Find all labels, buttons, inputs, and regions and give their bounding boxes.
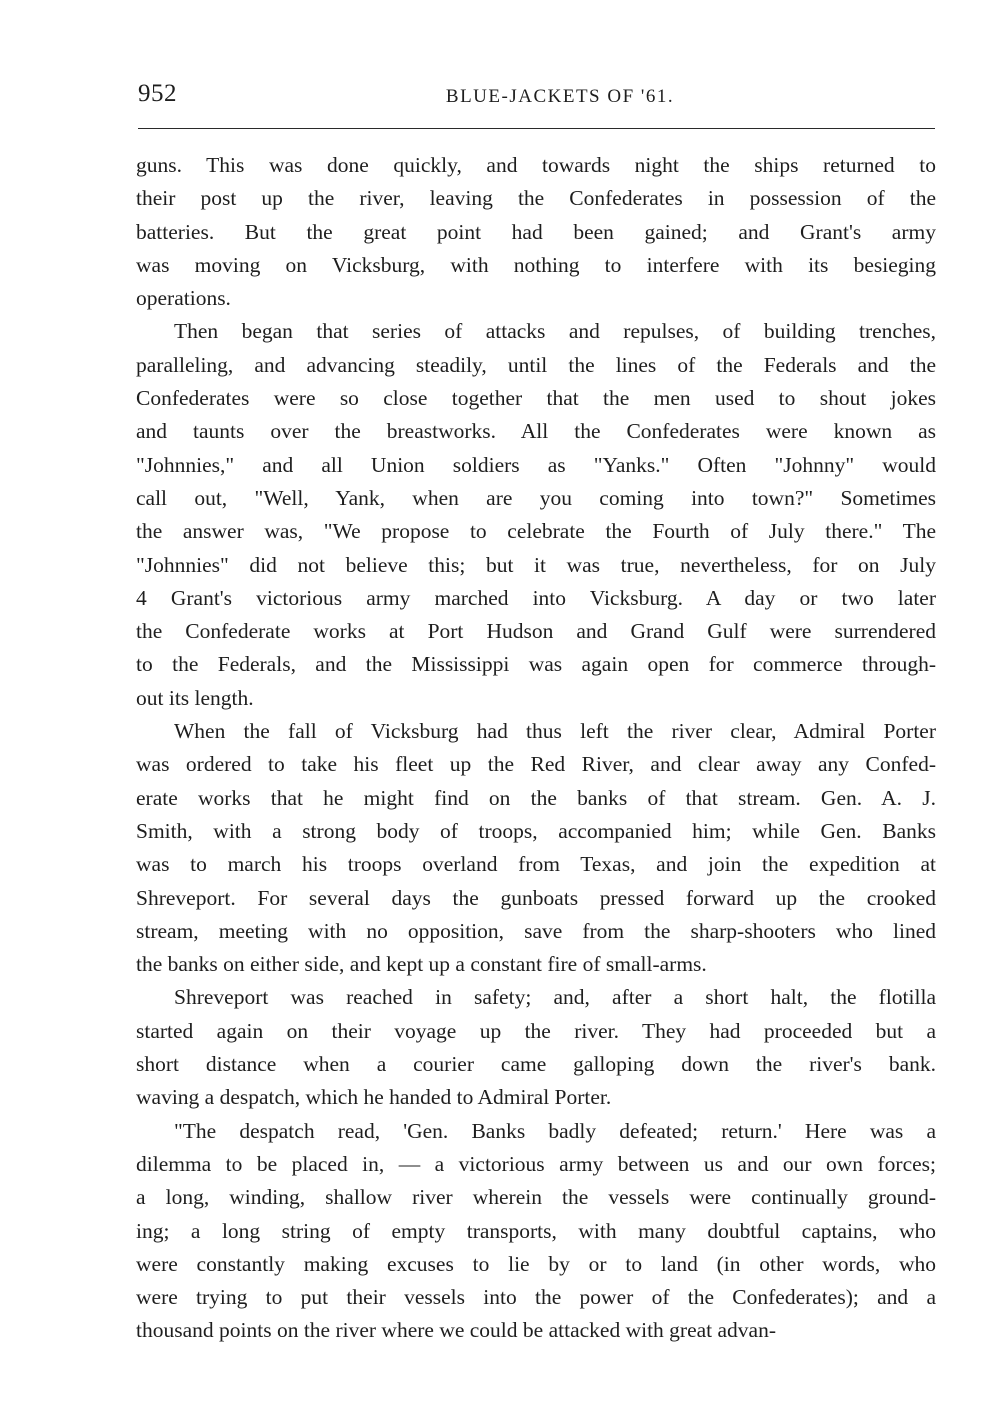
- text-line: dilemma to be placed in, — a victorious army between us and our own forces;: [136, 1151, 936, 1176]
- text-line: the banks on either side, and kept up a constant fire of small-arms.: [136, 952, 707, 977]
- text-line: erate works that he might find on the banks of that stream. Gen. A. J.: [136, 785, 936, 810]
- paragraph: [136, 315, 936, 715]
- text-line: Then began that series of attacks and repulses, of building trenches,: [174, 319, 936, 344]
- text-line: thousand points on the river where we could be attacked with great advan-: [136, 1318, 777, 1343]
- text-line: Smith, with a strong body of troops, accompanied him; while Gen. Banks: [136, 818, 936, 843]
- text-line: guns. This was done quickly, and towards night the ships returned to: [136, 153, 936, 177]
- paragraph: [136, 1115, 936, 1348]
- text-line: the Confederate works at Port Hudson and Grand Gulf were surrendered: [136, 619, 936, 644]
- paragraph: [136, 149, 936, 315]
- text-line: were trying to put their vessels into the power of the Confederates); and a: [136, 1285, 936, 1310]
- text-line: was to march his troops overland from Texas, and join the expedition at: [136, 852, 936, 877]
- paragraph: [136, 981, 936, 1114]
- text-line: Shreveport. For several days the gunboats pressed forward up the crooked: [136, 885, 936, 910]
- text-line: "Johnnies," and all Union soldiers as "Yanks." Often "Johnny" would: [136, 452, 936, 477]
- text-line: their post up the river, leaving the Confederates in possession of the: [136, 186, 936, 211]
- text-line: short distance when a courier came galloping down the river's bank.: [136, 1052, 936, 1077]
- text-line: and taunts over the breastworks. All the Confederates were known as: [136, 419, 936, 444]
- text-line: batteries. But the great point had been gained; and Grant's army: [136, 219, 936, 244]
- paragraph: [136, 715, 936, 981]
- text-line: "The despatch read, 'Gen. Banks badly defeated; return.' Here was a: [174, 1118, 936, 1143]
- text-line: started again on their voyage up the river. They had proceeded but a: [136, 1018, 936, 1043]
- text-line: out its length.: [136, 685, 254, 710]
- text-line: ing; a long string of empty transports, with many doubtful captains, who: [136, 1218, 936, 1243]
- running-title: BLUE-JACKETS OF '61.: [445, 86, 675, 107]
- text-line: was moving on Vicksburg, with nothing to interfere with its besieging: [136, 252, 936, 277]
- text-line: was ordered to take his fleet up the Red River, and clear away any Confed-: [136, 752, 936, 777]
- body-text: [136, 149, 936, 1348]
- text-line: stream, meeting with no opposition, save from the sharp-shooters who lined: [136, 918, 936, 943]
- text-line: Confederates were so close together that the men used to shout jokes: [136, 386, 936, 411]
- text-line: Shreveport was reached in safety; and, after a short halt, the flotilla: [174, 985, 936, 1010]
- text-line: "Johnnies" did not believe this; but it was true, nevertheless, for on July: [136, 552, 936, 577]
- text-line: operations.: [136, 286, 231, 311]
- text-line: a long, winding, shallow river wherein the vessels were continually ground-: [136, 1185, 936, 1210]
- text-line: the answer was, "We propose to celebrate the Fourth of July there." The: [136, 519, 936, 544]
- text-line: to the Federals, and the Mississippi was again open for commerce through-: [136, 652, 936, 677]
- text-line: When the fall of Vicksburg had thus left the river clear, Admiral Porter: [174, 719, 936, 744]
- text-line: 4 Grant's victorious army marched into Vicksburg. A day or two later: [136, 585, 936, 610]
- text-line: waving a despatch, which he handed to Admiral Porter.: [136, 1085, 612, 1110]
- page-number: 952: [138, 80, 177, 107]
- text-line: paralleling, and advancing steadily, until the lines of the Federals and the: [136, 352, 936, 377]
- text-line: were constantly making excuses to lie by or to land (in other words, who: [136, 1251, 936, 1276]
- text-line: call out, "Well, Yank, when are you coming into town?" Sometimes: [136, 485, 936, 510]
- header-rule: [138, 128, 935, 129]
